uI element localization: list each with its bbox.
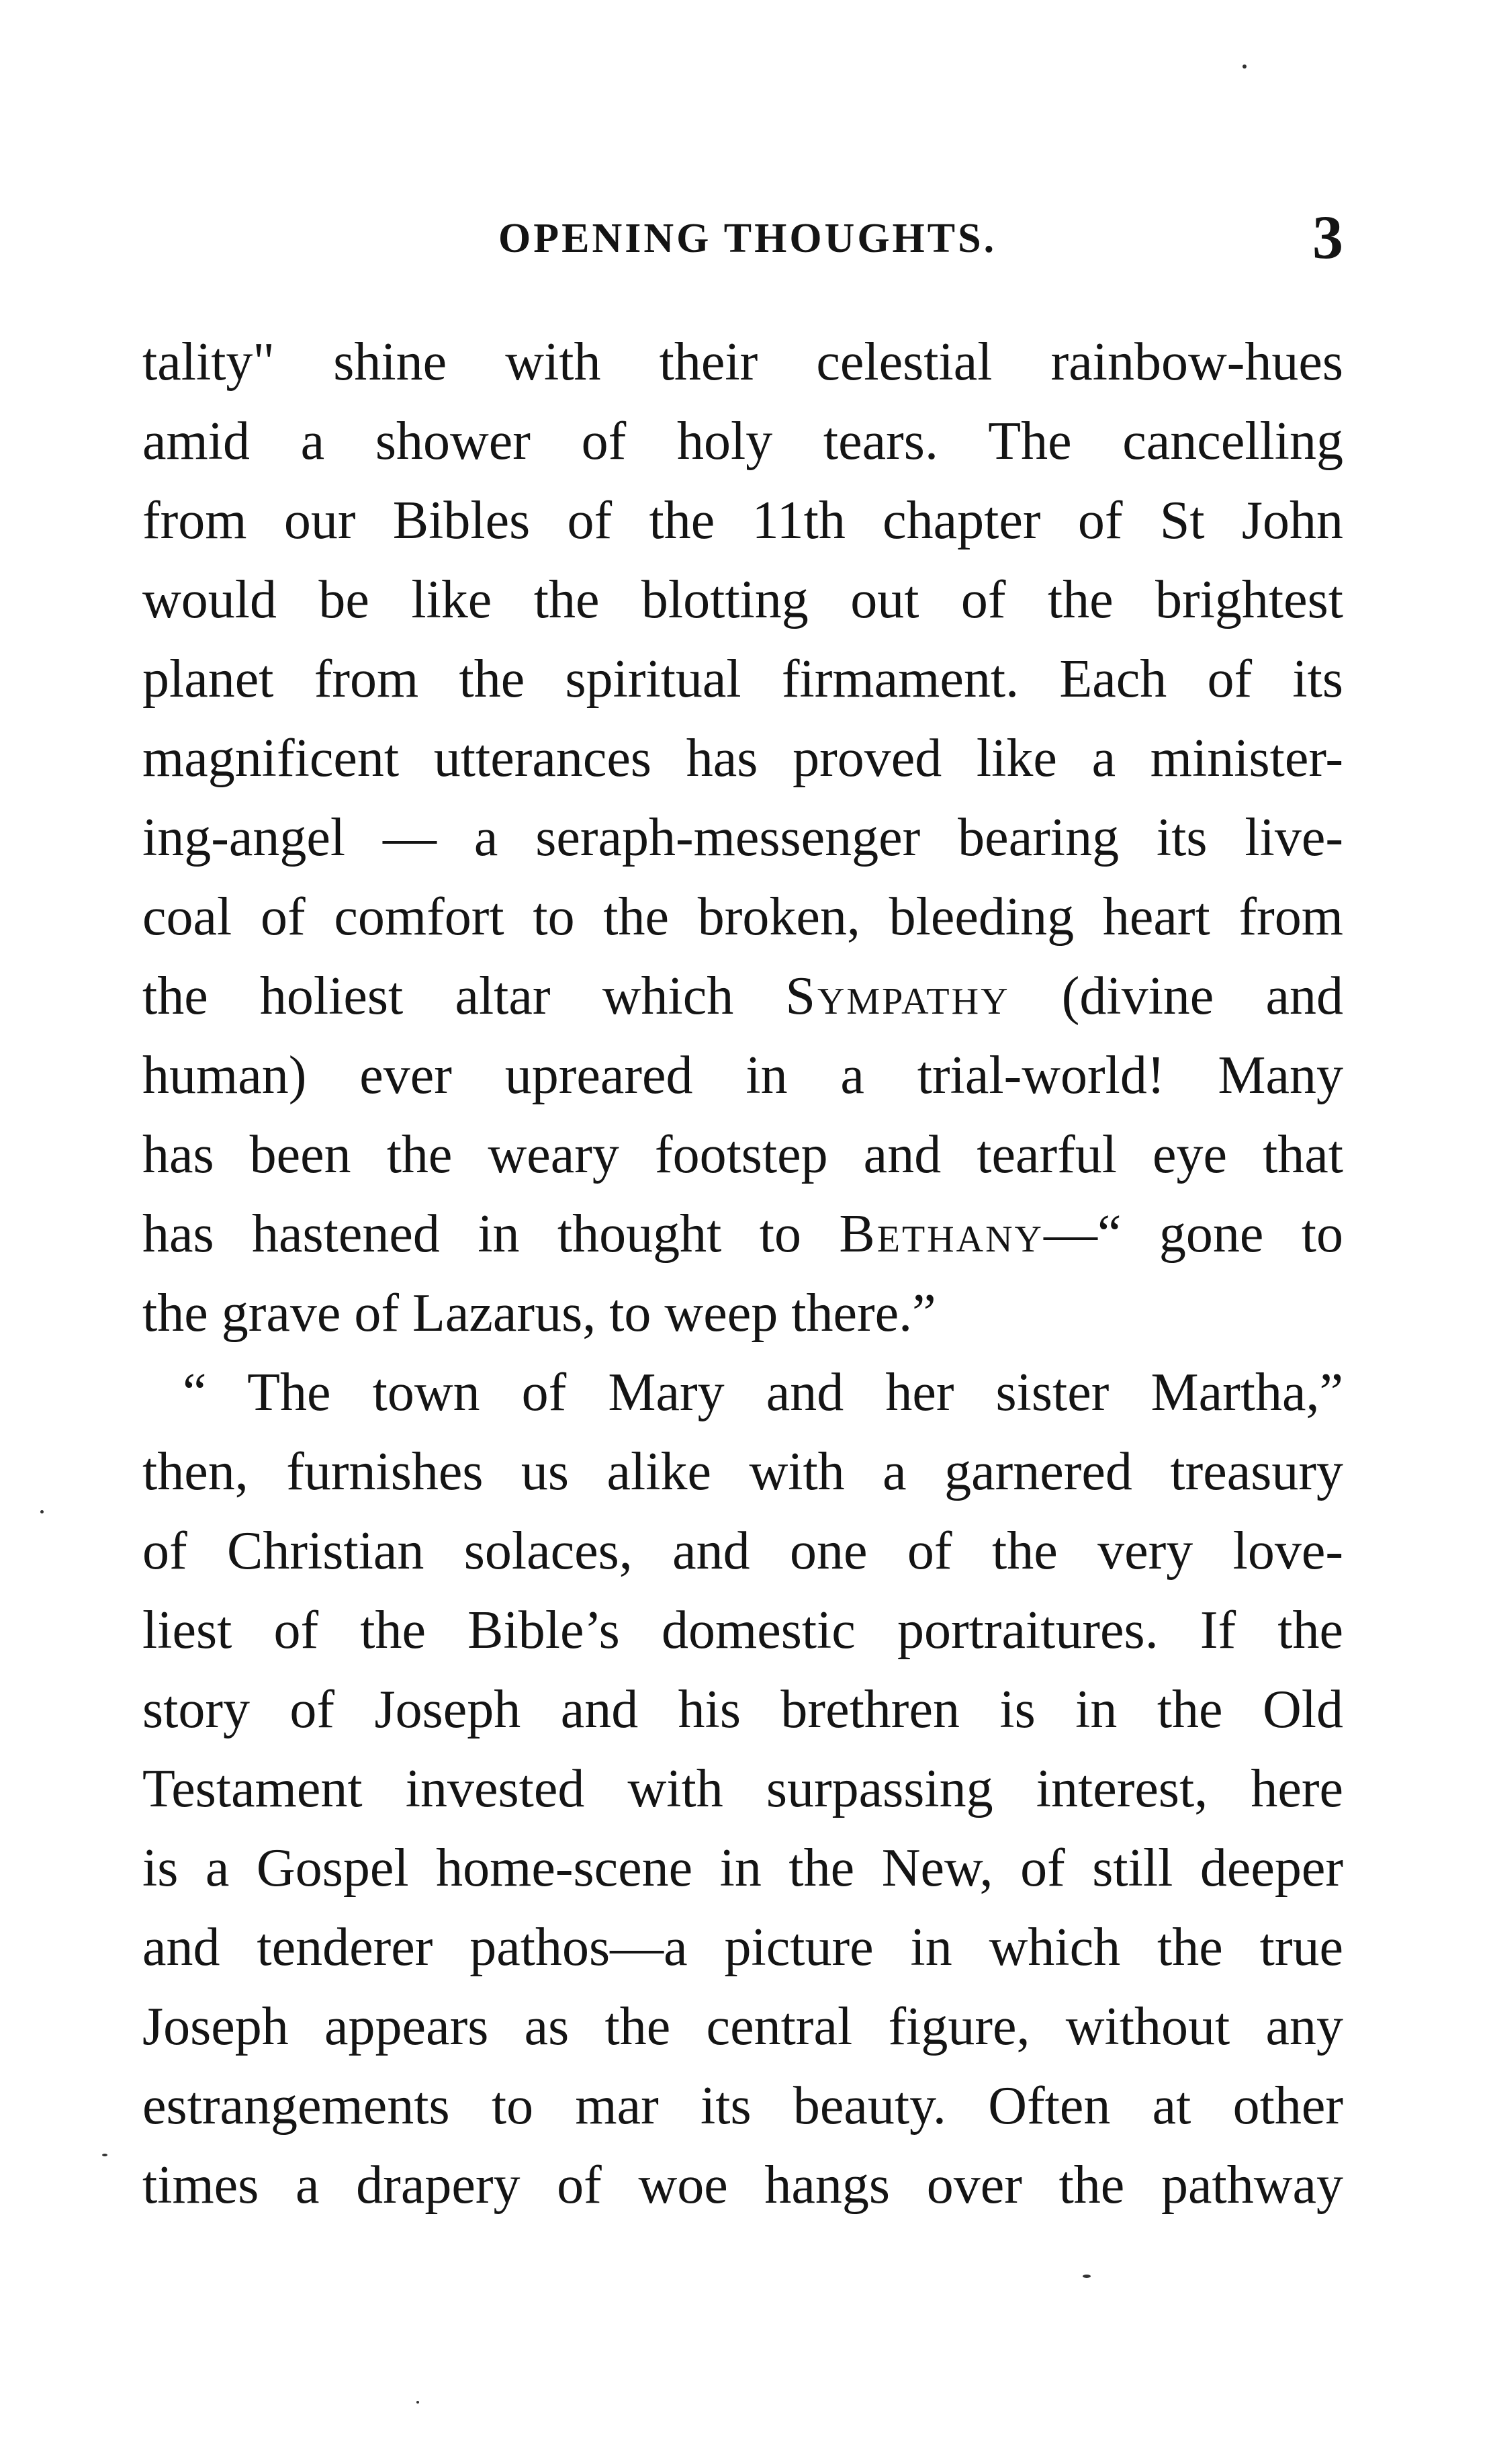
page-number: 3: [1312, 203, 1343, 271]
text-line: [142, 1194, 1343, 1274]
text-line: coal of comfort to the broken, bleeding heart from: [142, 887, 1343, 947]
text-line: from our Bibles of the 11th chapter of St John: [142, 491, 1343, 550]
text-line: amid a shower of holy tears. The cancelling: [142, 412, 1343, 471]
running-head: OPENING THOUGHTS.: [498, 216, 997, 261]
paragraph-first-line: “ The town of Mary and her sister Martha,”: [183, 1363, 1343, 1422]
text-line: ing-angel — a seraph-messenger bearing its live-: [142, 808, 1343, 867]
small-caps-term: Sympathy: [785, 967, 1010, 1026]
page-header: [142, 202, 1343, 269]
text-line: Testament invested with surpassing interest, here: [142, 1759, 1343, 1818]
text-line: would be like the blotting out of the brightest: [142, 570, 1343, 629]
scan-speck: [1242, 64, 1247, 69]
text-line: [142, 957, 1343, 1036]
text-line: planet from the spiritual firmament. Each of its: [142, 650, 1343, 709]
text-fragment: has hastened in thought to: [142, 1204, 840, 1264]
text-line: has been the weary footstep and tearful eye that: [142, 1125, 1343, 1184]
text-fragment: (divine and: [1009, 967, 1343, 1026]
text-line: estrangements to mar its beauty. Often at other: [142, 2076, 1343, 2136]
text-line: times a drapery of woe hangs over the pathway: [142, 2156, 1343, 2215]
text-line: then, furnishes us alike with a garnered treasury: [142, 1442, 1343, 1501]
text-line: Joseph appears as the central figure, without any: [142, 1997, 1343, 2056]
small-caps-term: Bethany: [839, 1204, 1044, 1264]
body-text: [142, 322, 1343, 2225]
text-line: of Christian solaces, and one of the very love-: [142, 1522, 1343, 1581]
scan-speck: [102, 2154, 107, 2156]
paragraph-last-line: the grave of Lazarus, to weep there.”: [142, 1284, 936, 1343]
text-line: human) ever upreared in a trial-world! Many: [142, 1046, 1343, 1105]
scan-speck: [40, 1510, 44, 1513]
text-line: magnificent utterances has proved like a minister-: [142, 729, 1343, 788]
text-line: liest of the Bible’s domestic portraitures. If the: [142, 1601, 1343, 1660]
text-line: is a Gospel home-scene in the New, of still deeper: [142, 1839, 1343, 1898]
scan-speck: [1083, 2275, 1091, 2278]
text-line: and tenderer pathos—a picture in which the true: [142, 1918, 1343, 1977]
text-fragment: —“ gone to: [1043, 1204, 1343, 1264]
scan-speck: [416, 2401, 419, 2404]
text-fragment: the holiest altar which: [142, 967, 786, 1026]
text-line: story of Joseph and his brethren is in the Old: [142, 1680, 1343, 1739]
text-line: tality" shine with their celestial rainbow-hues: [142, 333, 1343, 392]
